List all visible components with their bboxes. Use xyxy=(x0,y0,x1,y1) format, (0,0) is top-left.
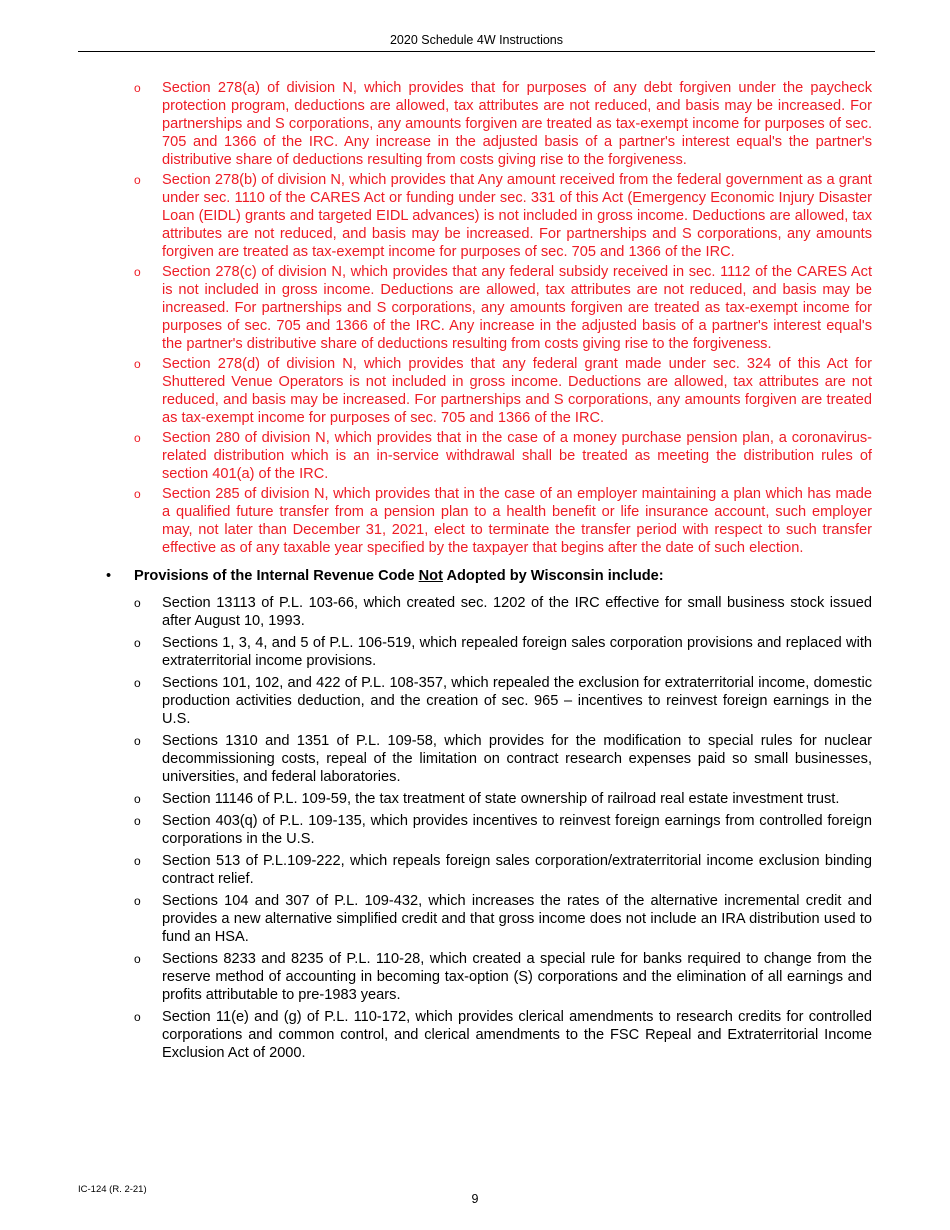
list-item xyxy=(78,355,875,427)
adopted-provisions-list xyxy=(78,79,875,557)
hollow-bullet-icon: o xyxy=(134,792,141,806)
list-item xyxy=(78,263,875,353)
list-item xyxy=(78,852,875,888)
list-item xyxy=(78,732,875,786)
not-adopted-provisions-list xyxy=(78,594,875,1062)
hollow-bullet-icon: o xyxy=(134,952,141,966)
list-item xyxy=(78,950,875,1004)
page-number: 9 xyxy=(471,1192,479,1206)
not-adopted-heading xyxy=(78,567,875,585)
hollow-bullet-icon: o xyxy=(134,81,141,95)
list-item-text: Section 278(d) of division N, which provides that any federal grant made under sec. 324 of this Act for Shuttered Venue Operators is not included in gross income. Deductions are allowed, tax attributes are not reduced, and basis may be increased. For partnerships and S corporations, any amounts forgiven are treated as tax-exempt income for purposes of sec. 705 and 1366 of the IRC. xyxy=(162,356,872,426)
hollow-bullet-icon: o xyxy=(134,487,141,501)
list-item xyxy=(78,485,875,557)
list-item-text: Sections 1310 and 1351 of P.L. 109-58, which provides for the modification to special rules for nuclear decommissioning costs, repeal of the limitation on contract research expenses paid so small businesses, universities, and federal laboratories. xyxy=(162,733,872,785)
list-item xyxy=(78,171,875,261)
list-item-text: Section 513 of P.L.109-222, which repeals foreign sales corporation/extraterritorial income exclusion binding contract relief. xyxy=(162,853,872,887)
hollow-bullet-icon: o xyxy=(134,734,141,748)
page-header-title: 2020 Schedule 4W Instructions xyxy=(389,33,564,47)
hollow-bullet-icon: o xyxy=(134,894,141,908)
list-item-text: Section 13113 of P.L. 103-66, which created sec. 1202 of the IRC effective for small business stock issued after August 10, 1993. xyxy=(162,595,872,629)
list-item xyxy=(78,674,875,728)
list-item xyxy=(78,79,875,169)
hollow-bullet-icon: o xyxy=(134,431,141,445)
heading-text-before: Provisions of the Internal Revenue Code xyxy=(134,568,419,584)
list-item xyxy=(78,594,875,630)
list-item xyxy=(78,634,875,670)
hollow-bullet-icon: o xyxy=(134,676,141,690)
header-rule xyxy=(78,51,875,52)
list-item xyxy=(78,812,875,848)
list-item xyxy=(78,892,875,946)
hollow-bullet-icon: o xyxy=(134,1010,141,1024)
list-item-text: Section 278(c) of division N, which provides that any federal subsidy received in sec. 1112 of the CARES Act is not included in gross income. Deductions are allowed, tax attributes are not reduced, and basis may be increased. For partnerships and S corporations, any amounts forgiven are treated as tax-exempt income for purposes of sec. 705 and 1366 of the IRC. Any increase in the adjusted basis of a partner's interest equal's the partner's distributive share of deductions resulting from costs giving rise to the forgiveness. xyxy=(162,264,872,352)
list-item-text: Sections 101, 102, and 422 of P.L. 108-357, which repealed the exclusion for extraterritorial income, domestic production activities deduction, and the creation of sec. 965 – incentives to reinvest foreign earnings in the U.S. xyxy=(162,675,872,727)
page-content xyxy=(78,79,875,1066)
hollow-bullet-icon: o xyxy=(134,854,141,868)
list-item-text: Sections 8233 and 8235 of P.L. 110-28, which created a special rule for banks required to change from the reserve method of accounting in becoming tax-option (S) corporations and the elimination of all earnings and profits attributable to pre-1983 years. xyxy=(162,951,872,1003)
list-item-text: Section 11(e) and (g) of P.L. 110-172, which provides clerical amendments to research credits for controlled corporations and common control, and clerical amendments to the FSC Repeal and Extraterritorial Income Exclusion Act of 2000. xyxy=(162,1009,872,1061)
bullet-icon: • xyxy=(106,568,112,584)
list-item-text: Section 278(b) of division N, which provides that Any amount received from the federal government as a grant under sec. 1110 of the CARES Act or funding under sec. 331 of this Act (Emergency Economic Injury Disaster Loan (EIDL) grants and targeted EIDL advances) is not included in gross income. Deductions are allowed, tax attributes are not reduced, and basis may be increased. For partnerships and S corporations, any amounts forgiven are treated as tax-exempt income for purposes of sec. 705 and 1366 of the IRC. xyxy=(162,172,872,260)
list-item xyxy=(78,429,875,483)
list-item-text: Section 278(a) of division N, which provides that for purposes of any debt forgiven under the paycheck protection program, deductions are allowed, tax attributes are not reduced, and basis may be increased. For partnerships and S corporations, any amounts forgiven are treated as tax-exempt income for purposes of sec. 705 and 1366 of the IRC. Any increase in the adjusted basis of a partner's interest equal's the partner's distributive share of deductions resulting from costs giving rise to the forgiveness. xyxy=(162,80,872,168)
list-item-text: Sections 1, 3, 4, and 5 of P.L. 106-519, which repealed foreign sales corporation provisions and replaced with extraterritorial income provisions. xyxy=(162,635,872,669)
hollow-bullet-icon: o xyxy=(134,173,141,187)
hollow-bullet-icon: o xyxy=(134,636,141,650)
list-item-text: Section 285 of division N, which provides that in the case of an employer maintaining a plan which has made a qualified future transfer from a pension plan to a health benefit or life insurance account, such employer may, not later than December 31, 2021, elect to terminate the transfer period with respect to such transfer effective as of any taxable year specified by the taxpayer that begins after the date of such election. xyxy=(162,486,872,556)
list-item xyxy=(78,1008,875,1062)
list-item-text: Section 403(q) of P.L. 109-135, which provides incentives to reinvest foreign earnings from controlled foreign corporations in the U.S. xyxy=(162,813,872,847)
hollow-bullet-icon: o xyxy=(134,265,141,279)
hollow-bullet-icon: o xyxy=(134,596,141,610)
list-item-text: Section 280 of division N, which provides that in the case of a money purchase pension plan, a coronavirus-related distribution which is an in-service withdrawal shall be treated as meeting the distribution rules of section 401(a) of the IRC. xyxy=(162,430,872,482)
list-item-text: Section 11146 of P.L. 109-59, the tax treatment of state ownership of railroad real estate investment trust. xyxy=(162,791,840,807)
hollow-bullet-icon: o xyxy=(134,814,141,828)
list-item xyxy=(78,790,875,808)
form-number: IC-124 (R. 2-21) xyxy=(78,1184,147,1195)
heading-text-underlined: Not xyxy=(418,568,443,584)
hollow-bullet-icon: o xyxy=(134,357,141,371)
heading-text-after: Adopted by Wisconsin include: xyxy=(442,568,664,584)
list-item-text: Sections 104 and 307 of P.L. 109-432, which increases the rates of the alternative incremental credit and provides a new alternative simplified credit and that gross income does not include an IRA distribution used to fund an HSA. xyxy=(162,893,872,945)
